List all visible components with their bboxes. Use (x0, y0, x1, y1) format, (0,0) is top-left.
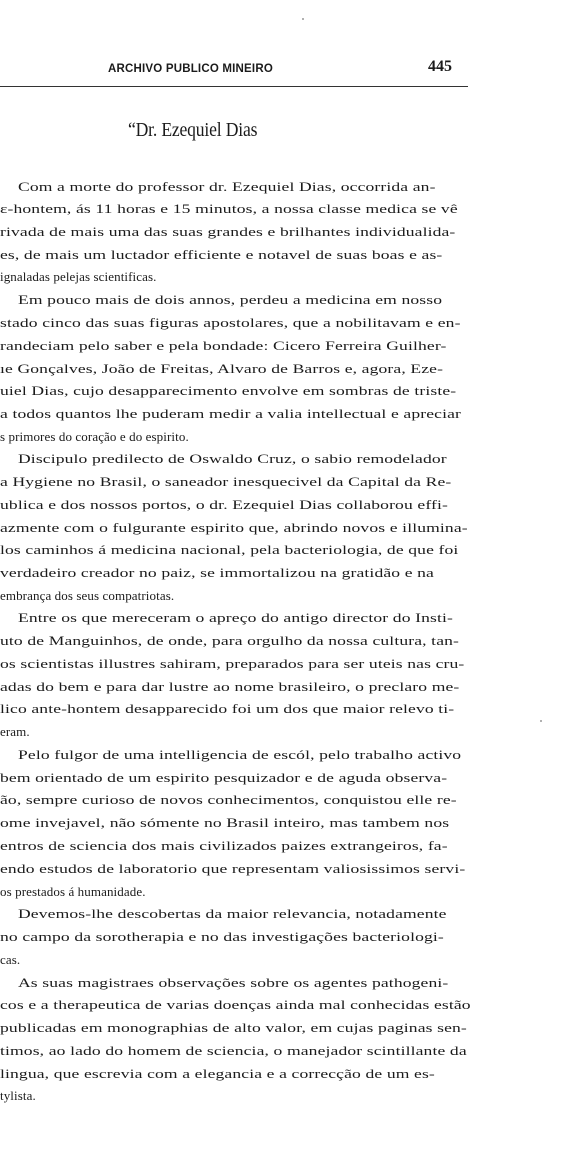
text-line: es, de mais um luctador efficiente e notavel de suas boas e as- (0, 247, 443, 262)
text-line: ome invejavel, não sómente no Brasil inteiro, mas tambem nos (0, 815, 450, 830)
page-number: 445 (428, 58, 452, 75)
text-line: entros de sciencia dos mais civilizados paizes extrangeiros, fa- (0, 838, 448, 853)
running-title: ARCHIVO PUBLICO MINEIRO (108, 63, 273, 75)
text-line: cas. (0, 952, 21, 967)
text-line: publicadas em monographias de alto valor, em cujas paginas sen- (0, 1020, 467, 1035)
text-line: stado cinco das suas figuras apostolares, que a nobilitavam e en- (0, 315, 461, 330)
speck (302, 18, 304, 20)
text-line: ão, sempre curioso de novos conhecimentos, conquistou elle re- (0, 792, 457, 807)
text-line: Entre os que mereceram o apreço do antigo director do Insti- (18, 610, 453, 625)
text-line: rivada de mais uma das suas grandes e brilhantes individualida- (0, 224, 456, 239)
text-line: endo estudos de laboratorio que representam valiosissimos servi- (0, 861, 466, 876)
text-line: eram. (0, 724, 30, 739)
article-title: “Dr. Ezequiel Dias (128, 119, 258, 141)
text-line: no campo da sorotherapia e no das investigações bacteriologi- (0, 929, 444, 944)
text-line: Devemos-lhe descobertas da maior relevancia, notadamente (18, 906, 447, 921)
header-rule (0, 86, 468, 87)
text-line: s primores do coração e do espirito. (0, 429, 189, 444)
text-line: ıe Gonçalves, João de Freitas, Alvaro de Barros e, agora, Eze- (0, 361, 444, 376)
text-line: As suas magistraes observações sobre os agentes pathogeni- (18, 975, 449, 990)
text-line: uiel Dias, cujo desapparecimento envolve em sombras de triste- (0, 383, 457, 398)
running-header (0, 58, 586, 80)
text-line: lingua, que escrevia com a elegancia e a correcção de um es- (0, 1066, 435, 1081)
text-line: cos e a therapeutica de varias doenças ainda mal conhecidas estão (0, 997, 471, 1012)
text-line: Em pouco mais de dois annos, perdeu a medicina em nosso (18, 292, 443, 307)
text-line: los caminhos á medicina nacional, pela bacteriologia, de que foi (0, 542, 459, 557)
text-line: os scientistas illustres sahiram, preparados para ser uteis nas cru- (0, 656, 465, 671)
text-line: ublica e dos nossos portos, o dr. Ezequiel Dias collaborou effi- (0, 497, 448, 512)
text-line: uto de Manguinhos, de onde, para orgulho da nossa cultura, tan- (0, 633, 460, 648)
text-line: bem orientado de um espirito pesquizador e de aguda observa- (0, 770, 448, 785)
text-line: os prestados á humanidade. (0, 884, 146, 899)
text-line: tylista. (0, 1088, 36, 1103)
text-line: ɛ-hontem, ás 11 horas e 15 minutos, a nossa classe medica se vê (0, 201, 458, 216)
text-line: timos, ao lado do homem de sciencia, o manejador scintillante da (0, 1043, 467, 1058)
text-line: ignaladas pelejas scientificas. (0, 269, 157, 284)
text-line: randeciam pelo saber e pela bondade: Cicero Ferreira Guilher- (0, 338, 447, 353)
text-line: Discipulo predilecto de Oswaldo Cruz, o sabio remodelador (18, 451, 447, 466)
text-line: Com a morte do professor dr. Ezequiel Dias, occorrida an- (18, 179, 436, 194)
text-line: a todos quantos lhe puderam medir a valia intellectual e apreciar (0, 406, 462, 421)
text-line: azmente com o fulgurante espirito que, abrindo novos e illumina- (0, 520, 468, 535)
speck (540, 720, 542, 722)
text-line: embrança dos seus compatriotas. (0, 588, 175, 603)
text-line: Pelo fulgor de uma intelligencia de escól, pelo trabalho activo (18, 747, 462, 762)
text-line: verdadeiro creador no paiz, se immortalizou na gratidão e na (0, 565, 435, 580)
text-line: adas do bem e para dar lustre ao nome brasileiro, o preclaro me- (0, 679, 460, 694)
text-line: a Hygiene no Brasil, o saneador inesquecivel da Capital da Re- (0, 474, 452, 489)
text-line: lico ante-hontem desapparecido foi um dos que maior relevo ti- (0, 701, 455, 716)
